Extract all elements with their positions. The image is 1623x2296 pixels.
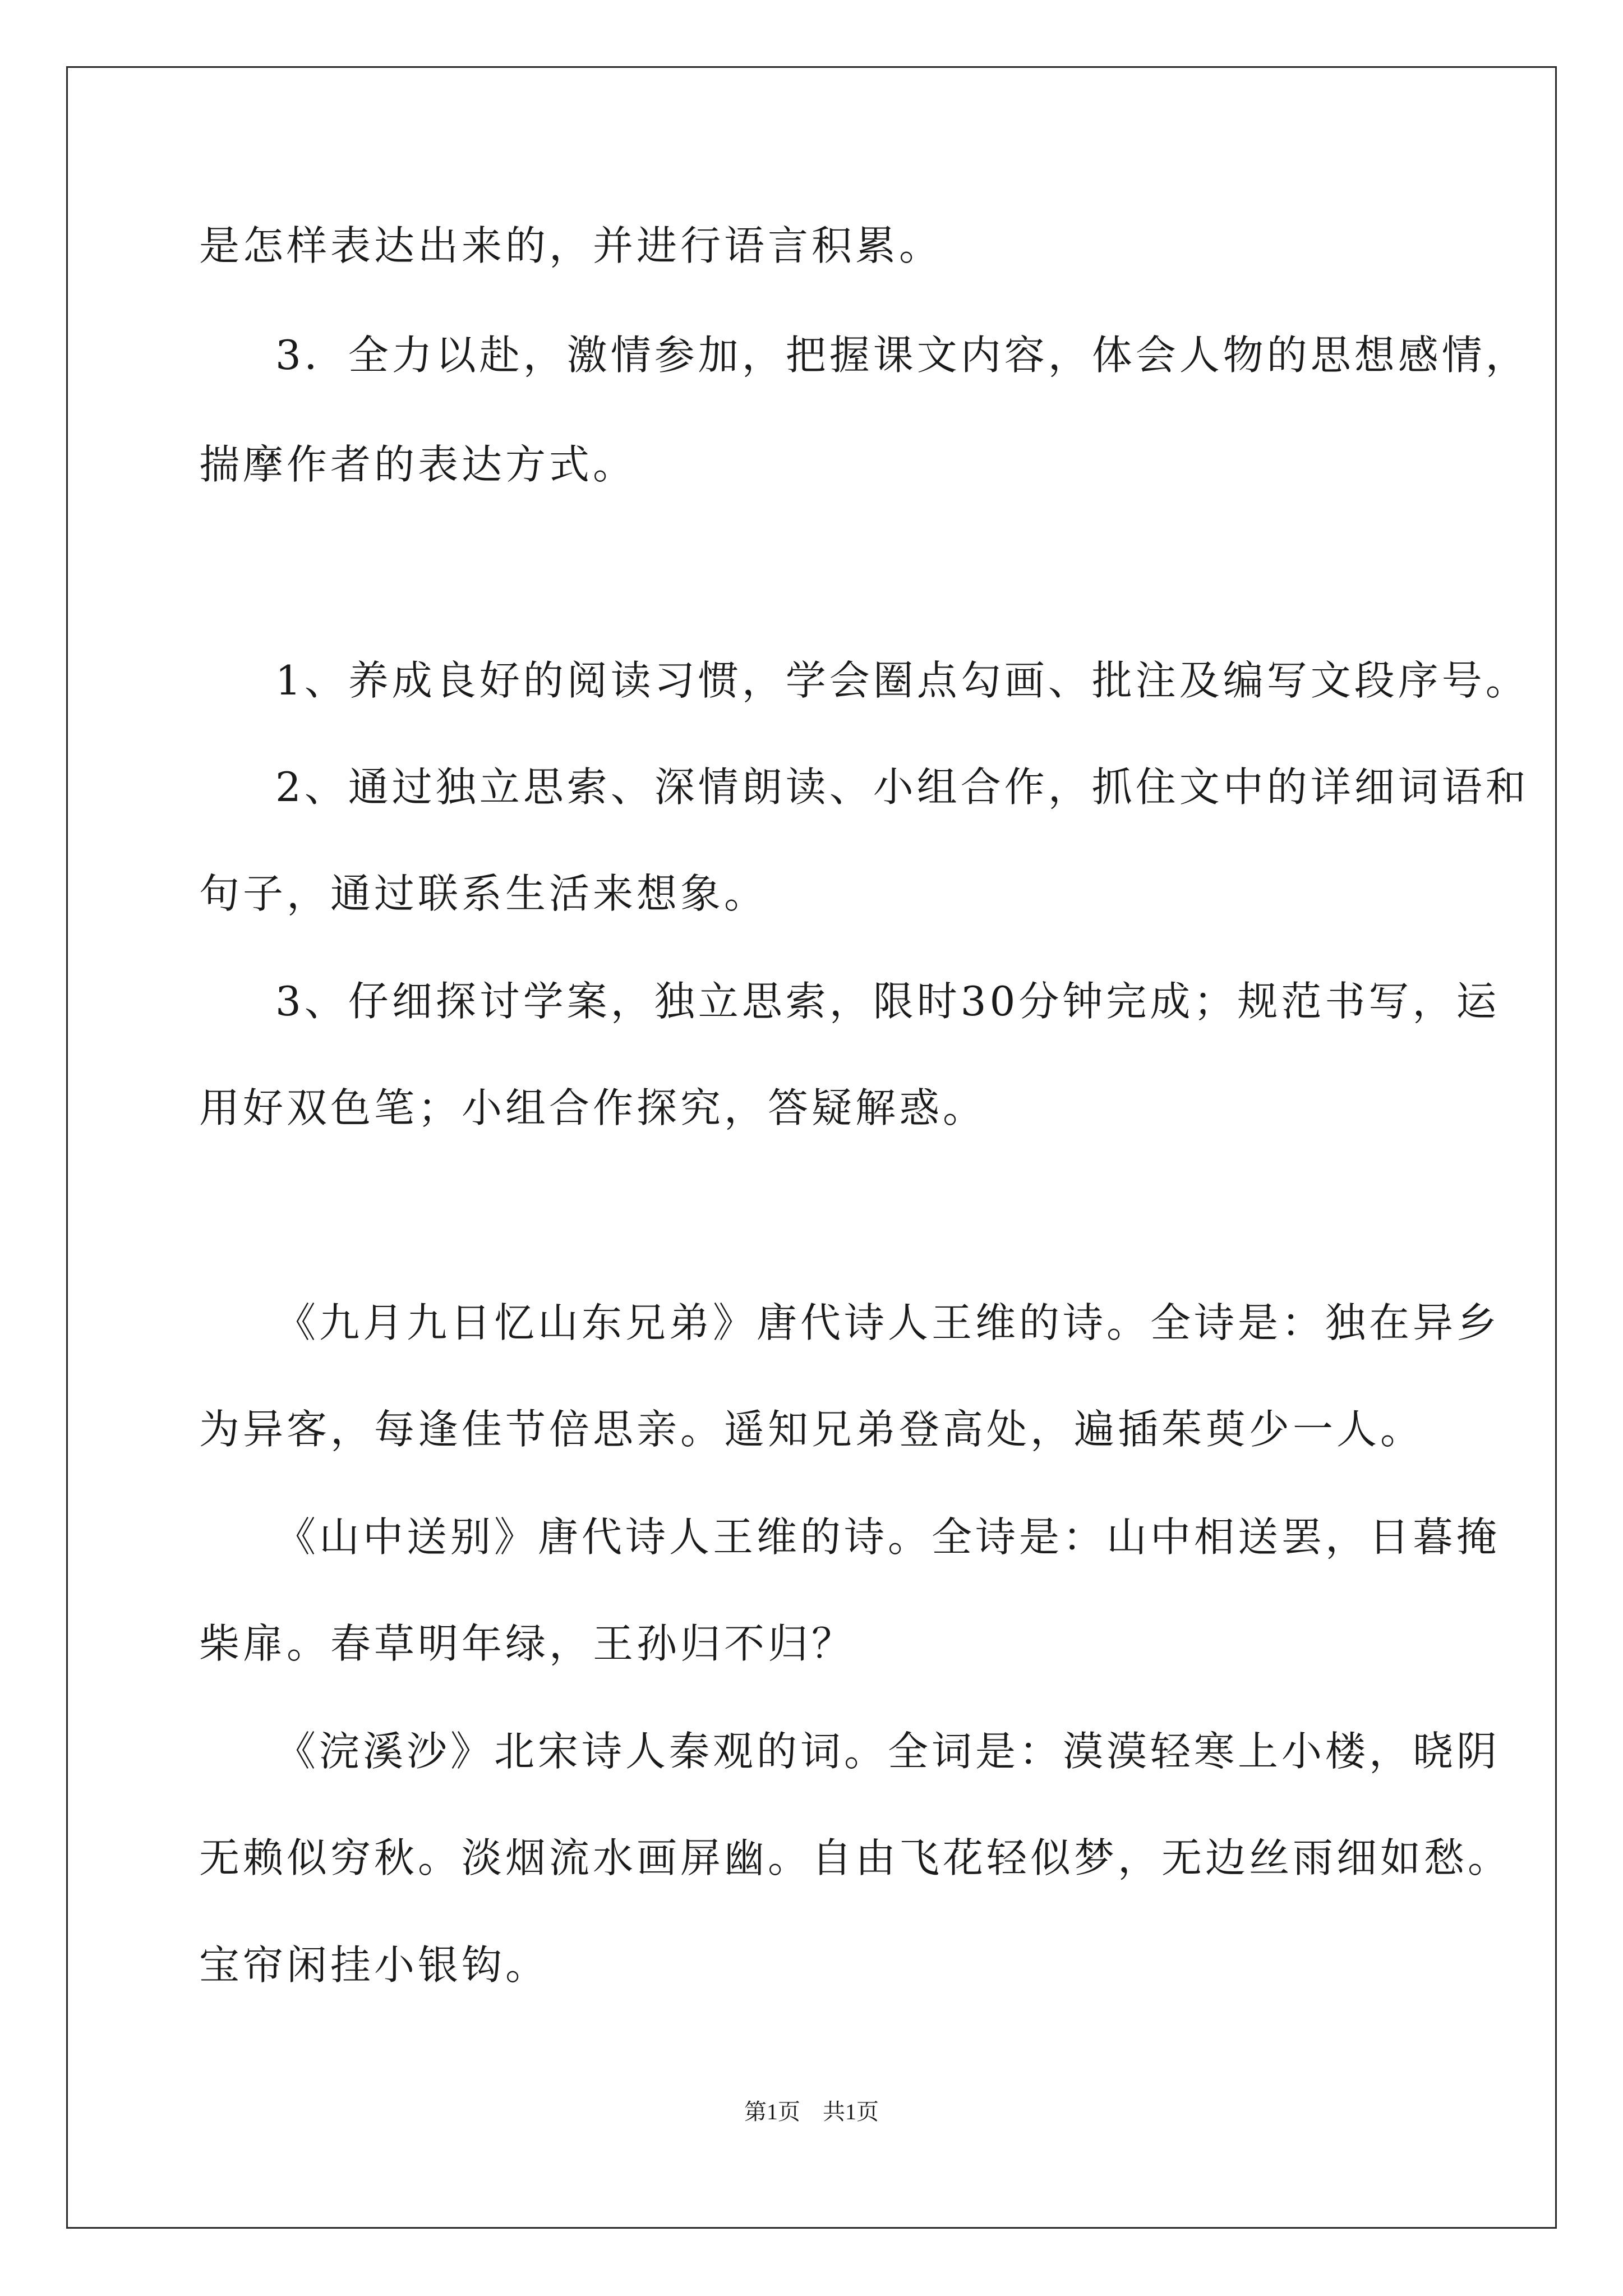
- text-line: 宝帘闲挂小银钩。: [199, 1941, 550, 1989]
- text-line: 1、养成良好的阅读习惯，学会圈点勾画、批注及编写文段序号。: [275, 657, 1529, 704]
- text-line: 揣摩作者的表达方式。: [199, 441, 637, 488]
- text-line: 3、仔细探讨学案，独立思索，限时30分钟完成；规范书写，运: [275, 978, 1500, 1025]
- page-footer: [0, 2098, 1623, 2126]
- text-line: 3．全力以赴，激情参加，把握课文内容，体会人物的思想感情，: [275, 332, 1529, 379]
- text-line: 《山中送别》唐代诗人王维的诗。全诗是：山中相送罢，日暮掩: [275, 1513, 1501, 1561]
- text-line: 为异客，每逢佳节倍思亲。遥知兄弟登高处，遍插茱萸少一人。: [199, 1406, 1424, 1453]
- text-line: 句子，通过联系生活来想象。: [199, 870, 768, 917]
- text-line: 是怎样表达出来的，并进行语言积累。: [199, 222, 943, 269]
- text-line: 无赖似穷秋。淡烟流水画屏幽。自由飞花轻似梦，无边丝雨细如愁。: [199, 1834, 1512, 1881]
- text-line: 《九月九日忆山东兄弟》唐代诗人王维的诗。全诗是：独在异乡: [275, 1299, 1501, 1346]
- text-line: 柴扉。春草明年绿，王孙归不归？: [199, 1620, 856, 1667]
- text-line: 《浣溪沙》北宋诗人秦观的词。全词是：漠漠轻寒上小楼，晓阴: [275, 1728, 1501, 1775]
- text-line: 用好双色笔；小组合作探究，答疑解惑。: [199, 1084, 987, 1131]
- page-border: [66, 66, 1557, 2229]
- page-number-label: 第1页 共1页: [744, 2099, 879, 2124]
- text-line: 2、通过独立思索、深情朗读、小组合作，抓住文中的详细词语和: [275, 763, 1529, 811]
